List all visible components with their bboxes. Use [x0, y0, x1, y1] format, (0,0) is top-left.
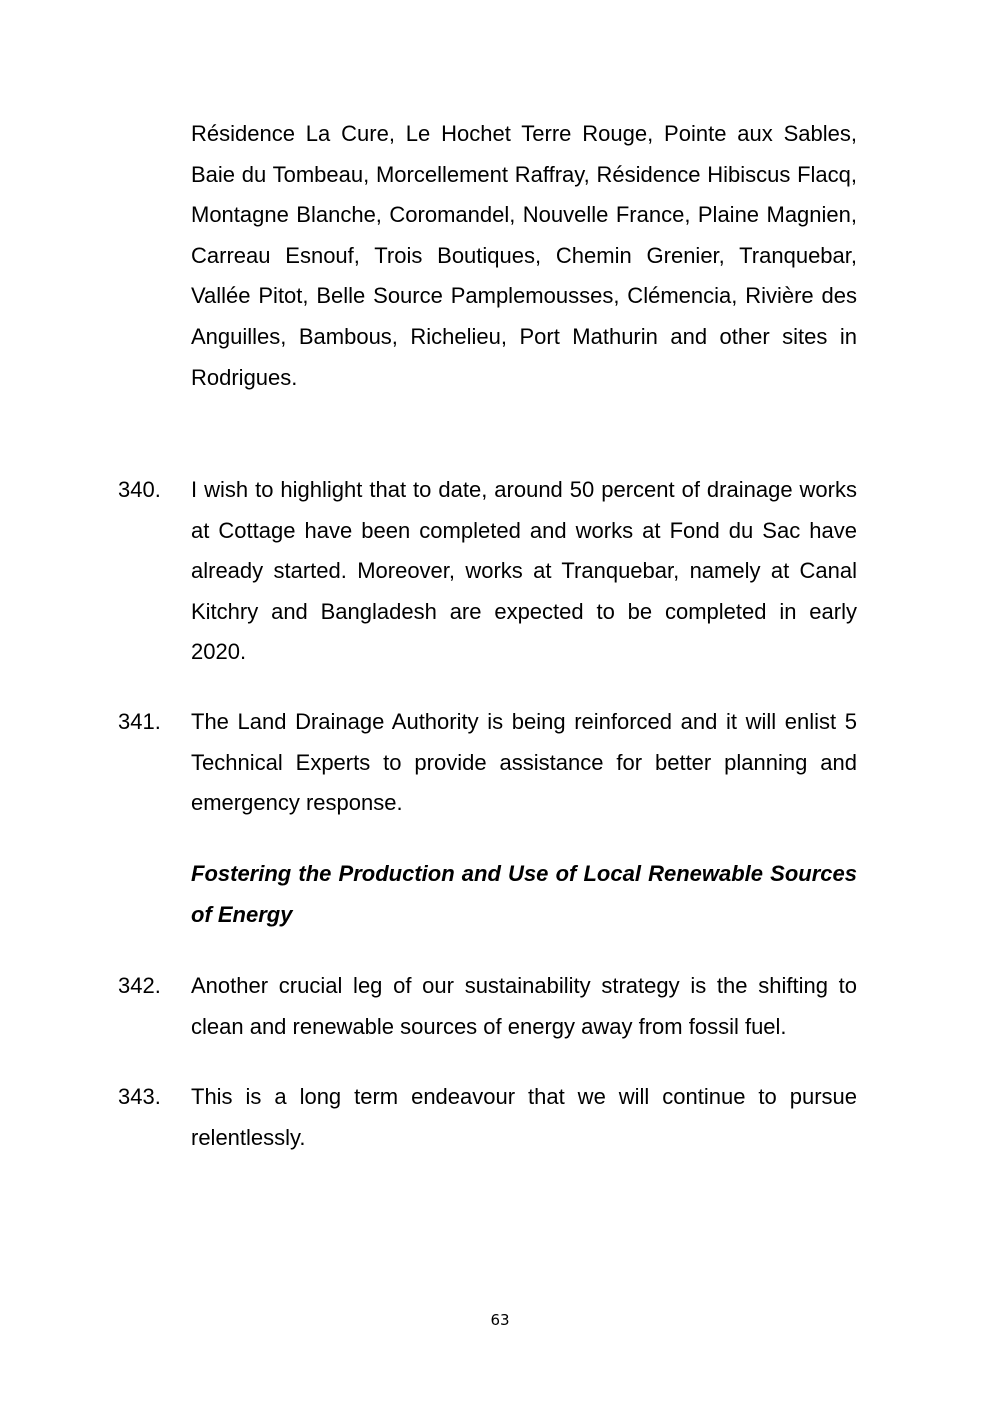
paragraph-number: 342. [118, 973, 161, 998]
paragraph-341: The Land Drainage Authority is being reinforced and it will enlist 5 Technical Experts to provide assistance for better planning and emergency response. [191, 709, 857, 816]
page-number: 63 [490, 1311, 510, 1329]
paragraph-continued: Résidence La Cure, Le Hochet Terre Rouge, Pointe aux Sables, Baie du Tombeau, Morcellement Raffray, Résidence Hibiscus Flacq, Montagne Blanche, Coromandel, Nouvelle France, Plaine Magnien, Carreau Esnouf, Trois Boutiques, Chemin Grenier, Tranquebar, Vallée Pitot, Belle Source Pamplemousses, Clémencia, Rivière des Anguilles, Bambous, Richelieu, Port Mathurin and other sites in Rodrigues. [191, 121, 857, 390]
section-heading: Fostering the Production and Use of Local Renewable Sources of Energy [191, 861, 857, 927]
paragraph-number: 340. [118, 477, 161, 502]
paragraph-342: Another crucial leg of our sustainability strategy is the shifting to clean and renewable sources of energy away from fossil fuel. [191, 973, 857, 1039]
paragraph-number: 341. [118, 709, 161, 734]
paragraph-343: This is a long term endeavour that we will continue to pursue relentlessly. [191, 1084, 857, 1150]
paragraph-number: 343. [118, 1084, 161, 1109]
paragraph-340: I wish to highlight that to date, around 50 percent of drainage works at Cottage have been completed and works at Fond du Sac have already started. Moreover, works at Tranquebar, namely at Canal Kitchry and Bangladesh are expected to be completed in early 2020. [191, 477, 857, 665]
